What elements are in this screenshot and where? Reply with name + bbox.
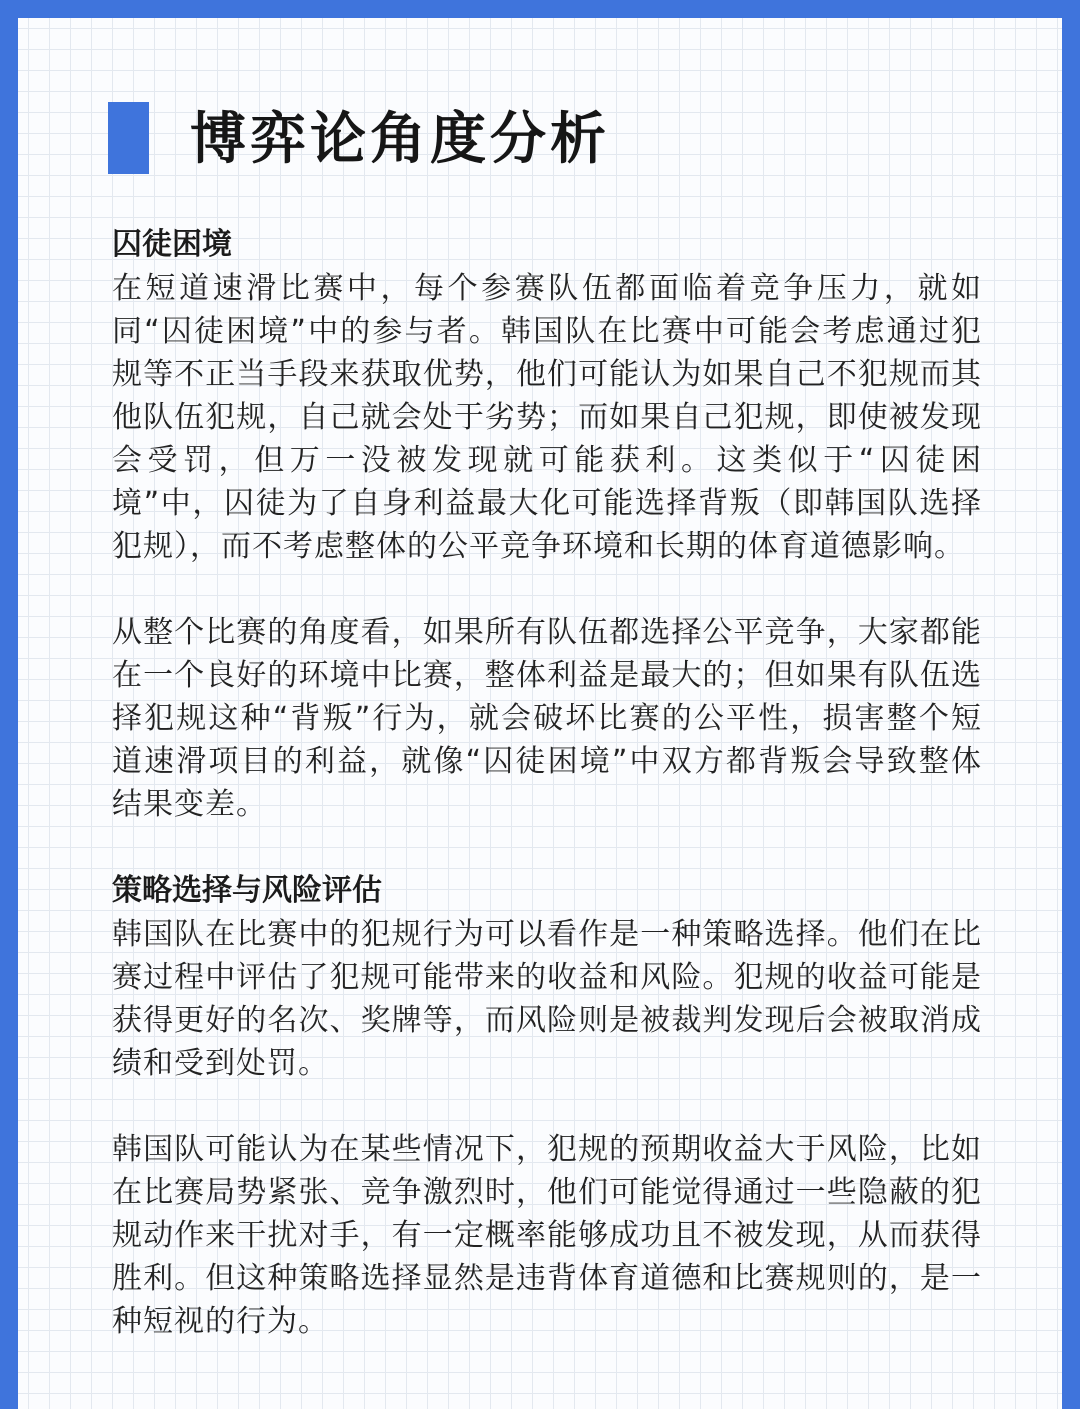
paragraph-gap xyxy=(112,826,982,869)
title-accent-bar xyxy=(108,102,149,174)
paragraph: 韩国队在比赛中的犯规行为可以看作是一种策略选择。他们在比赛过程中评估了犯规可能带来的收益和风险。犯规的收益可能是获得更好的名次、奖牌等，而风险则是被裁判发现后会被取消成绩和受到处罚。 xyxy=(112,917,982,1081)
section-heading-prisoners-dilemma: 囚徒困境 xyxy=(112,227,232,262)
paragraph: 韩国队可能认为在某些情况下，犯规的预期收益大于风险，比如在比赛局势紧张、竞争激烈时，他们可能觉得通过一些隐蔽的犯规动作来干扰对手，有一定概率能够成功且不被发现，从而获得胜利。但这种策略选择显然是违背体育道德和比赛规则的，是一种短视的行为。 xyxy=(112,1132,982,1339)
article-body xyxy=(112,223,982,1343)
paragraph: 从整个比赛的角度看，如果所有队伍都选择公平竞争，大家都能在一个良好的环境中比赛，整体利益是最大的；但如果有队伍选择犯规这种“背叛”行为，就会破坏比赛的公平性，损害整个短道速滑项目的利益，就像“囚徒困境”中双方都背叛会导致整体结果变差。 xyxy=(112,615,982,822)
article-card xyxy=(18,18,1062,1409)
paragraph: 在短道速滑比赛中，每个参赛队伍都面临着竞争压力，就如同“囚徒困境”中的参与者。韩国队在比赛中可能会考虑通过犯规等不正当手段来获取优势，他们可能认为如果自己不犯规而其他队伍犯规，自己就会处于劣势；而如果自己犯规，即使被发现会受罚，但万一没被发现就可能获利。这类似于“囚徒困境”中，囚徒为了自身利益最大化可能选择背叛（即韩国队选择犯规），而不考虑整体的公平竞争环境和长期的体育道德影响。 xyxy=(112,271,982,564)
paragraph-gap xyxy=(112,568,982,611)
paragraph-gap xyxy=(112,1085,982,1128)
section-heading-strategy-risk: 策略选择与风险评估 xyxy=(112,873,382,908)
page-title: 博弈论角度分析 xyxy=(190,107,610,172)
